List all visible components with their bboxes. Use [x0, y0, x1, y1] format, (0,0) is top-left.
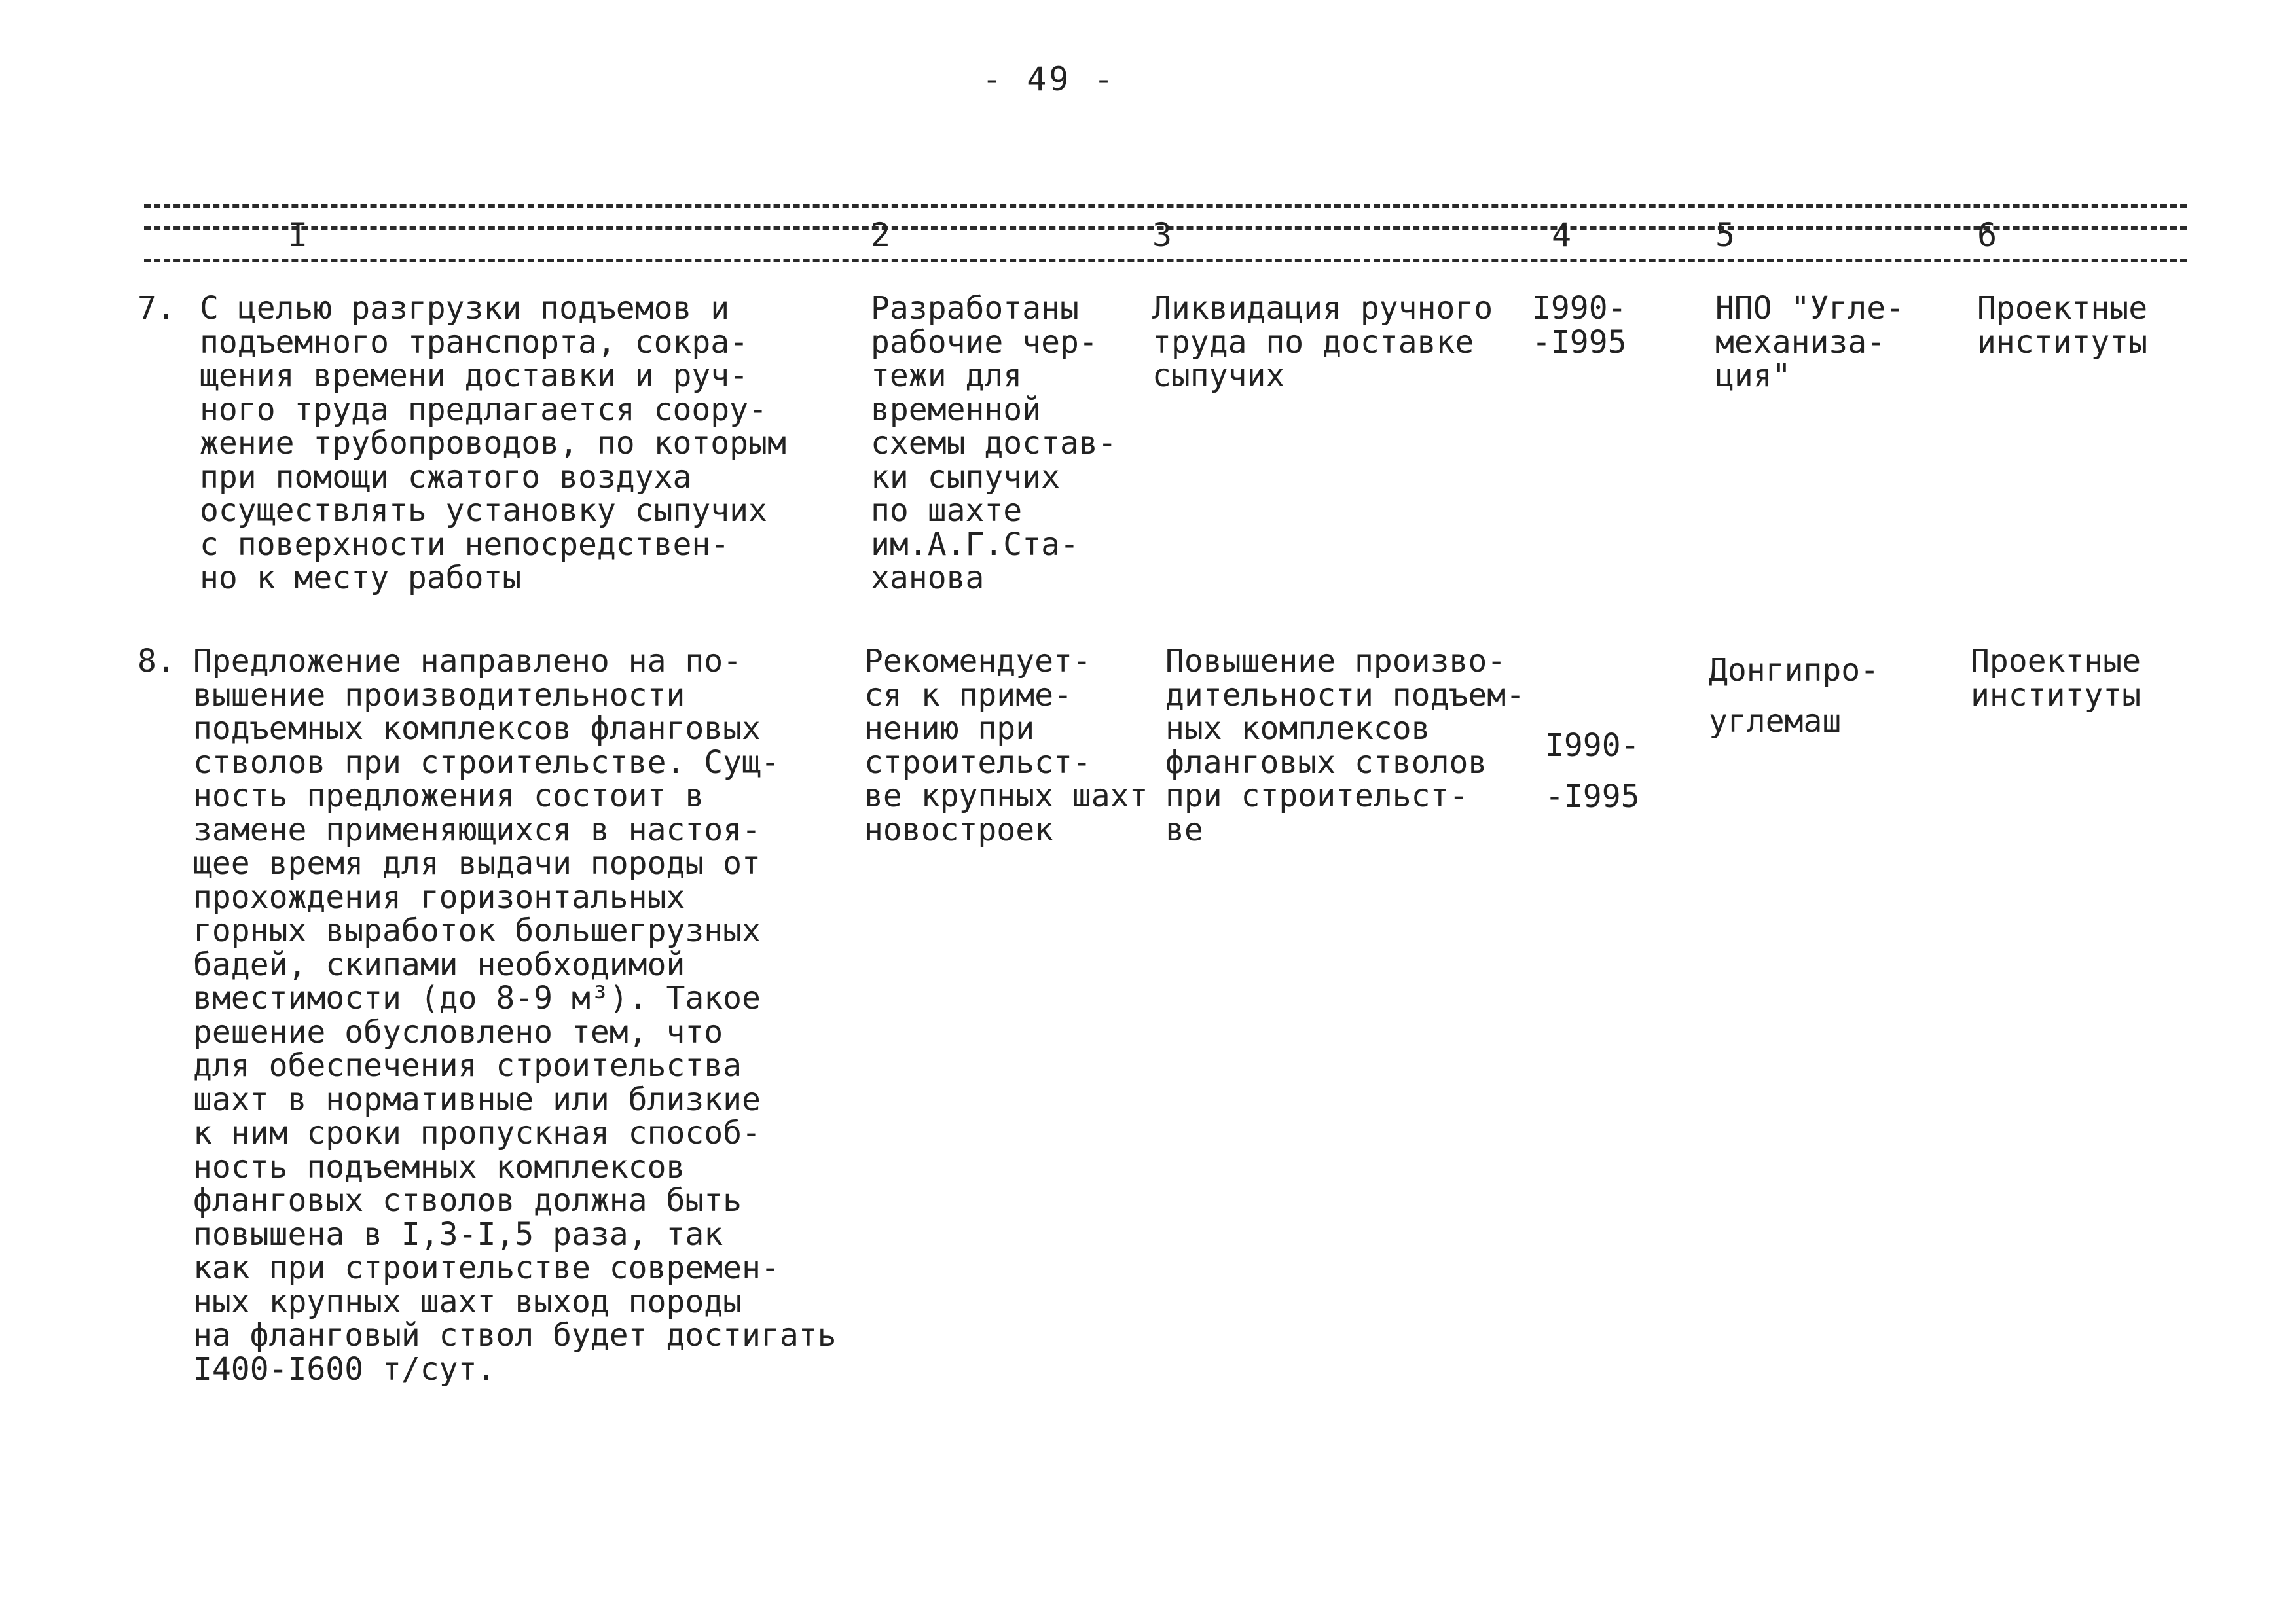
row-executor: НПО "Угле- механиза- ция" [1715, 290, 1904, 394]
column-header-2: 2 [871, 216, 891, 254]
row-implementer: Проектные институты [1971, 643, 2141, 713]
column-header-1: I [288, 216, 308, 254]
column-header-6: 6 [1977, 216, 1997, 254]
row-status: Разработаны рабочие чер- тежи для временной схемы достав- ки сыпучих по шахте им.А.Г.Ста- ханова [871, 290, 1117, 596]
row-number: 8. [137, 643, 175, 679]
row-period: I990- -I995 [1545, 727, 1640, 815]
row-effect: Повышение произво- дительности подъем- ных комплексов фланговых стволов при строительст- ве [1165, 643, 1525, 848]
row-effect: Ликвидация ручного труда по доставке сыпучих [1152, 290, 1493, 394]
column-header-5: 5 [1715, 216, 1736, 254]
row-executor: Донгипро- углемаш [1709, 652, 1880, 740]
row-number: 7. [137, 290, 175, 327]
column-header-3: 3 [1152, 216, 1173, 254]
column-header-4: 4 [1552, 216, 1572, 254]
row-implementer: Проектные институты [1977, 290, 2148, 361]
row-description: Предложение направлено на по- вышение производительности подъемных комплексов фланговых стволов при строительстве. Сущ- ность предложения состоит в замене применяющихся в настоя- щее время для выдачи породы от прохождения горизонтальных горных выработок большегрузных бадей, скипами необходимой вместимости (до 8-9 м³). Такое решение обусловлено тем, что для обеспечения строительства шахт в нормативные или близкие к ним сроки пропускная способ- ность подъемных комплексов фланговых стволов должна быть повышена в I,3-I,5 раза, так как при строительстве современ- ных крупных шахт выход породы на фланговый ствол будет достигать I400-I600 т/сут. [193, 643, 837, 1388]
page-number: - 49 - [982, 60, 1116, 98]
row-description: С целью разгрузки подъемов и подъемного транспорта, сокра- щения времени доставки и руч- ного труда предлагается соору- жение трубопроводов, по которым при помощи сжатого воздуха осуществлять установку сыпучих с поверхности непосредствен- но к месту работы [200, 290, 786, 596]
row-status: Рекомендует- ся к приме- нению при строительст- ве крупных шахт новостроек [864, 643, 1148, 848]
row-period: I990- -I995 [1532, 290, 1627, 361]
table-rule-top-1 [144, 204, 2187, 208]
table-rule-header-bottom [144, 259, 2187, 262]
